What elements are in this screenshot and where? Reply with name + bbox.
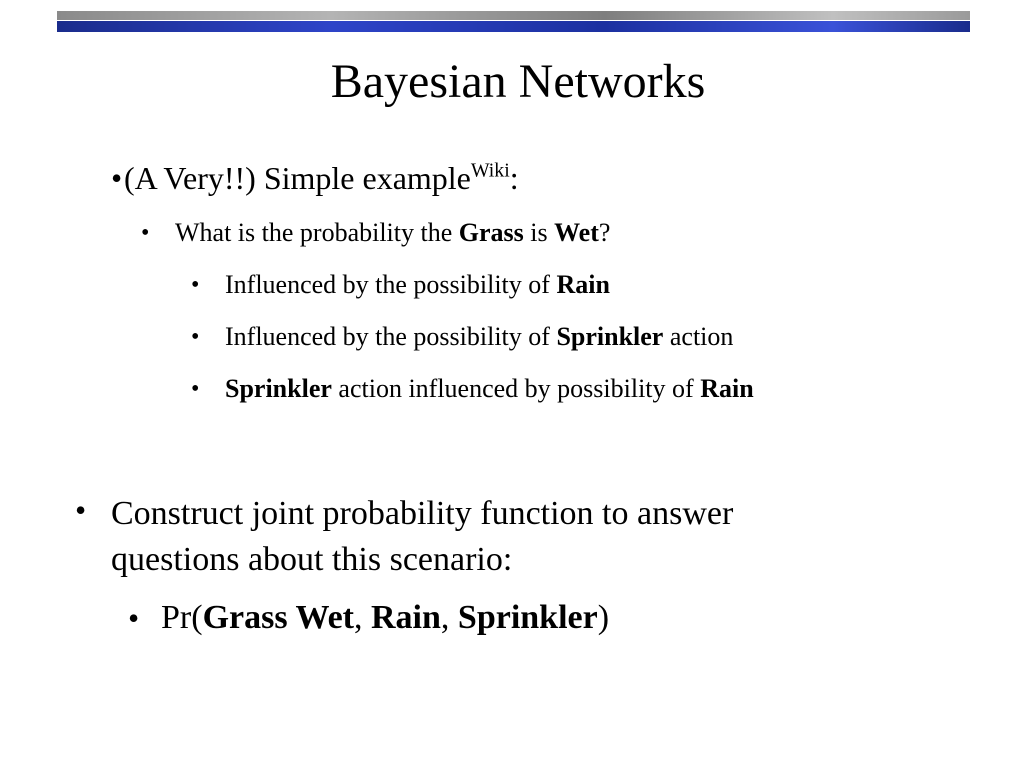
bullet-marker: • [128, 600, 140, 636]
header-grey-bar [57, 11, 970, 20]
text-line: questions about this scenario: [111, 541, 513, 578]
bold-term: Sprinkler [225, 374, 332, 403]
bold-term: Sprinkler [457, 599, 598, 636]
bullet-marker: • [141, 220, 150, 246]
bold-term: Rain [371, 599, 441, 636]
text: , [440, 599, 458, 636]
bullet-rain-influence [225, 271, 610, 299]
bullet-simple-example [124, 160, 519, 196]
header-blue-bar [57, 21, 970, 32]
bullet-marker: • [75, 492, 87, 528]
bullet-sprinkler-influence [225, 323, 733, 351]
bold-term: Rain [556, 270, 610, 299]
text: ) [597, 599, 610, 636]
bullet-marker: • [191, 272, 200, 298]
bold-term: Sprinkler [556, 322, 664, 351]
bold-term: Wet [554, 218, 599, 247]
bold-term: Grass Wet [202, 599, 354, 636]
slide-title: Bayesian Networks [330, 55, 706, 108]
text: Influenced by the possibility of [225, 322, 557, 351]
bullet-grass-wet-question [175, 219, 610, 247]
text-line: Construct joint probability function to answer [111, 495, 734, 532]
text: is [523, 218, 555, 247]
text: action influenced by possibility of [331, 374, 701, 403]
text: What is the probability the [175, 218, 459, 247]
bullet-marker: • [191, 324, 200, 350]
bullet-marker: • [191, 376, 200, 402]
text: Influenced by the possibility of [225, 270, 557, 299]
bullet-pr-formula [161, 599, 609, 637]
bold-term: Rain [700, 374, 754, 403]
bullet-sprinkler-rain [225, 375, 754, 403]
text: action [663, 322, 734, 351]
text: , [354, 599, 371, 636]
bullet-marker: • [111, 160, 123, 196]
bullet-text: (A Very!!) Simple example [124, 160, 471, 196]
text: Pr( [161, 599, 203, 636]
bold-term: Grass [458, 218, 524, 247]
bullet-text-end: : [509, 160, 519, 196]
bullet-joint-probability [111, 491, 733, 583]
wiki-superscript: Wiki [470, 159, 510, 182]
text: ? [598, 218, 611, 247]
